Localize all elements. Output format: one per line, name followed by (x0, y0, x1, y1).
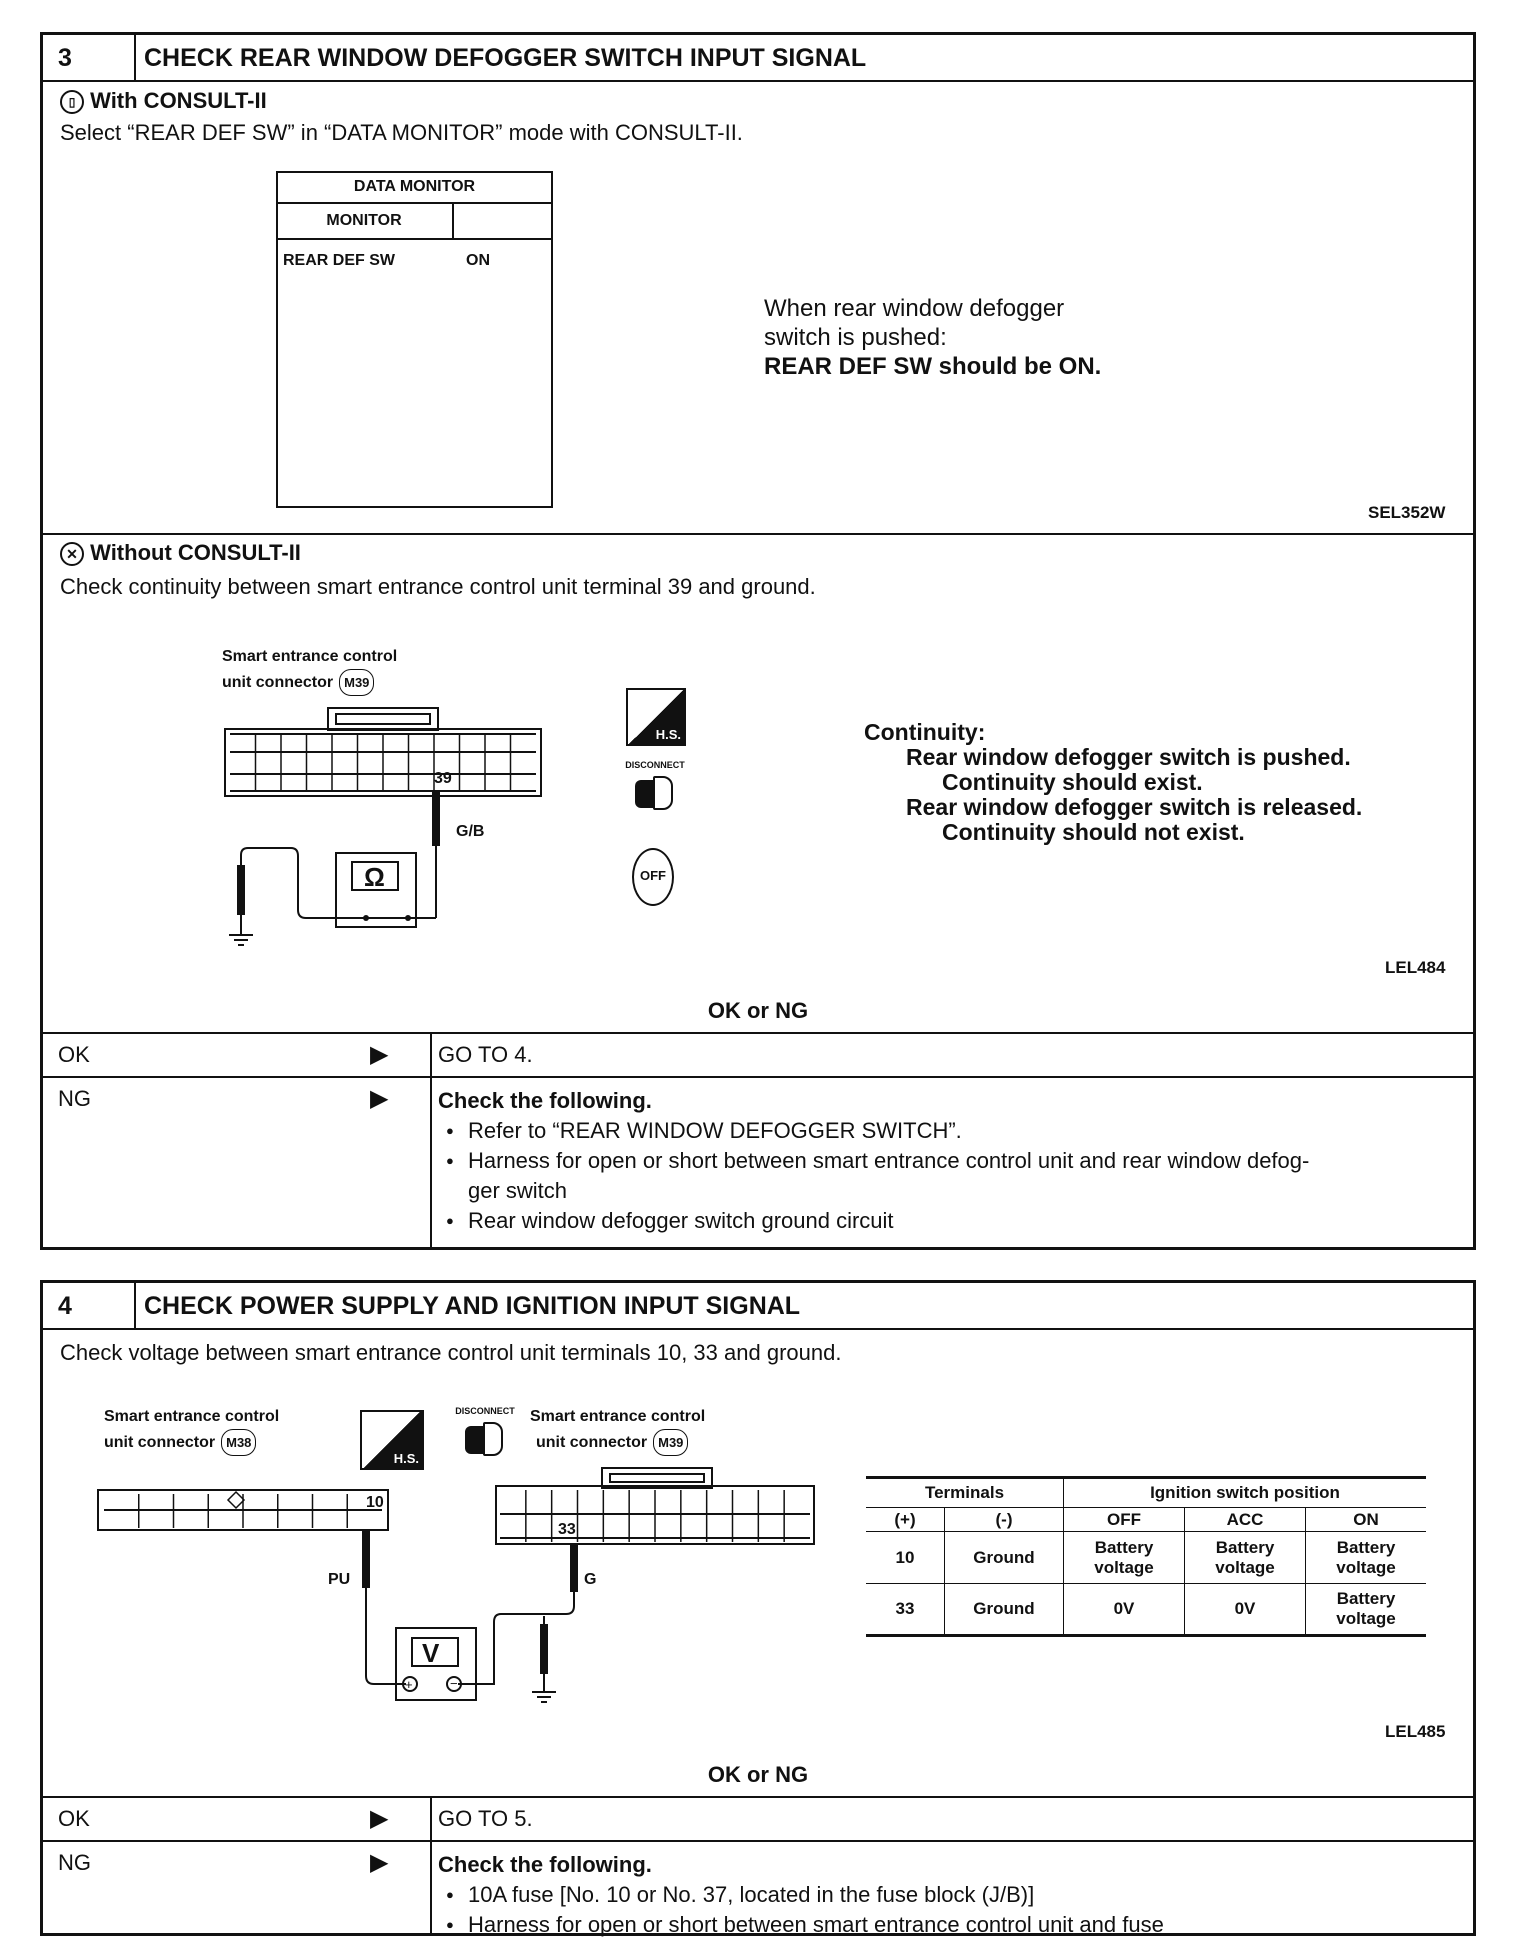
step4-ng-item: ● 10A fuse [No. 10 or No. 37, located in the fuse block (J/B)] (438, 1880, 1468, 1910)
continuity-res2: Continuity should not exist. (942, 819, 1245, 845)
without-consult-heading: ✕ Without CONSULT-II (60, 540, 301, 566)
step4-hs-icon: H.S. (360, 1410, 424, 1470)
table-terminals-header: Terminals (866, 1478, 1064, 1508)
terminal-10-label: 10 (366, 1494, 384, 1511)
step4-ok-arrow-icon: ▶ (370, 1805, 389, 1832)
monitor-item: REAR DEF SW (283, 252, 395, 269)
table-ign-header: Ignition switch position (1064, 1478, 1427, 1508)
volt-symbol: V (422, 1638, 440, 1668)
note-line2: switch is pushed: (764, 324, 947, 351)
wire-pu-label: PU (328, 1571, 351, 1588)
note-line1: When rear window defogger (764, 295, 1065, 322)
step3-ng-top (42, 1076, 1474, 1078)
step3-ng-item: ● Harness for open or short between smart entrance control unit and rear window defog- ger switch (438, 1146, 1468, 1206)
step4-ng-top (42, 1840, 1474, 1842)
step4-header-divider (134, 1282, 136, 1330)
connector-m38-label: Smart entrance control unit connector M38 (104, 1404, 279, 1456)
probe-10 (362, 1530, 370, 1588)
step4-instruction: Check voltage between smart entrance control unit terminals 10, 33 and ground. (60, 1340, 842, 1365)
step4-ok-action: GO TO 5. (438, 1806, 533, 1831)
continuity-cond2: Rear window defogger switch is released. (906, 794, 1363, 820)
step4-ok-top (42, 1796, 1474, 1798)
step4-ng-item: ● Harness for open or short between smart entrance control unit and fuse (438, 1910, 1468, 1940)
consult-divider (42, 533, 1474, 535)
step4-ok-label: OK (58, 1806, 90, 1831)
step3-result-divider (430, 1033, 432, 1248)
monitor-value: ON (466, 252, 490, 269)
figure-code-lel484: LEL484 (1385, 958, 1446, 977)
step3-ng-item: ● Refer to “REAR WINDOW DEFOGGER SWITCH”. (438, 1116, 1468, 1146)
table-off-header: OFF (1064, 1508, 1185, 1532)
disconnect-icon: DISCONNECT (610, 760, 700, 812)
step4-number: 4 (58, 1292, 72, 1320)
monitor-title: DATA MONITOR (353, 178, 476, 195)
figure-code-sel352w: SEL352W (1368, 503, 1446, 522)
terminal-voltage-table (866, 1476, 1426, 1637)
terminal-39-label: 39 (434, 770, 452, 787)
step3-header-bottom (42, 80, 1474, 82)
with-consult-instruction: Select “REAR DEF SW” in “DATA MONITOR” mode with CONSULT-II. (60, 120, 743, 145)
probe-ground-4 (540, 1624, 548, 1674)
with-consult-heading: ▯ With CONSULT-II (60, 88, 267, 114)
hs-icon: H.S. (626, 688, 686, 746)
connector-m39-label: Smart entrance control unit connector M39 (222, 644, 397, 696)
step3-ng-arrow-icon: ▶ (370, 1085, 389, 1112)
terminal-33-label: 33 (558, 1521, 576, 1538)
voltage-diagram (96, 1466, 836, 1716)
continuity-title: Continuity: (864, 719, 986, 745)
step3-header-divider (134, 34, 136, 82)
wire-g-label: G (584, 1571, 597, 1588)
svg-text:−: − (450, 1676, 458, 1691)
ohm-symbol: Ω (364, 862, 385, 892)
step3-number: 3 (58, 44, 72, 72)
connector-latch-inner (336, 714, 430, 724)
step3-ok-top (42, 1032, 1474, 1034)
monitor-column-header: MONITOR (326, 212, 402, 229)
step3-ok-or-ng: OK or NG (707, 998, 809, 1023)
continuity-cond1: Rear window defogger switch is pushed. (906, 744, 1351, 770)
step3-ng-item: ● Rear window defogger switch ground circuit (438, 1206, 1468, 1236)
connector-m38-badge: M38 (221, 1429, 256, 1456)
step4-disconnect-icon: DISCONNECT (440, 1406, 530, 1458)
monitor-column-rule (277, 238, 552, 240)
connector-key (228, 1492, 244, 1508)
step4-header-bottom (42, 1328, 1474, 1330)
table-row: 33 Ground 0V 0V Battery voltage (866, 1584, 1426, 1636)
figure-code-lel485: LEL485 (1385, 1722, 1446, 1741)
step4-ok-or-ng: OK or NG (707, 1762, 809, 1787)
step4-ng-arrow-icon: ▶ (370, 1849, 389, 1876)
ignition-off-icon: OFF (632, 848, 674, 906)
connector-id-badge: M39 (339, 669, 374, 696)
table-plus-header: (+) (866, 1508, 945, 1532)
step4-ng-label: NG (58, 1850, 91, 1875)
table-on-header: ON (1306, 1508, 1427, 1532)
step3-ok-arrow-icon: ▶ (370, 1041, 389, 1068)
consult-icon: ▯ (60, 90, 84, 114)
probe-ground (237, 865, 245, 915)
step3-ok-action: GO TO 4. (438, 1042, 533, 1067)
step3-ok-label: OK (58, 1042, 90, 1067)
with-consult-note (764, 294, 1101, 381)
connector-latch (328, 708, 438, 730)
monitor-column-divider (452, 203, 454, 239)
connector-m39-badge: M39 (653, 1429, 688, 1456)
probe-39 (432, 791, 440, 846)
step4-title: CHECK POWER SUPPLY AND IGNITION INPUT SIGNAL (144, 1292, 801, 1320)
step3-ng-checklist (438, 1086, 1468, 1236)
note-bold: REAR DEF SW should be ON. (764, 353, 1102, 380)
step3-ng-heading: Check the following. (438, 1088, 652, 1113)
step3-title: CHECK REAR WINDOW DEFOGGER SWITCH INPUT SIGNAL (144, 44, 867, 72)
probe-33 (570, 1544, 578, 1592)
step4-result-divider (430, 1797, 432, 1934)
svg-text:+: + (405, 1677, 413, 1692)
wire-gb-label: G/B (456, 823, 485, 840)
step3-ng-label: NG (58, 1086, 91, 1111)
table-row: 10 Ground Battery voltage Battery voltage Battery voltage (866, 1532, 1426, 1584)
step3-section (40, 32, 1476, 1250)
monitor-title-rule (277, 202, 552, 204)
connector-m39-label-step4: Smart entrance control unit connector M39 (530, 1404, 705, 1456)
table-acc-header: ACC (1185, 1508, 1306, 1532)
continuity-spec (864, 720, 1362, 845)
table-minus-header: (-) (945, 1508, 1064, 1532)
continuity-res1: Continuity should exist. (942, 769, 1203, 795)
step4-ng-checklist (438, 1850, 1468, 1940)
without-consult-instruction: Check continuity between smart entrance control unit terminal 39 and ground. (60, 574, 816, 599)
no-consult-icon: ✕ (60, 542, 84, 566)
continuity-diagram (200, 700, 560, 950)
step4-ng-heading: Check the following. (438, 1852, 652, 1877)
